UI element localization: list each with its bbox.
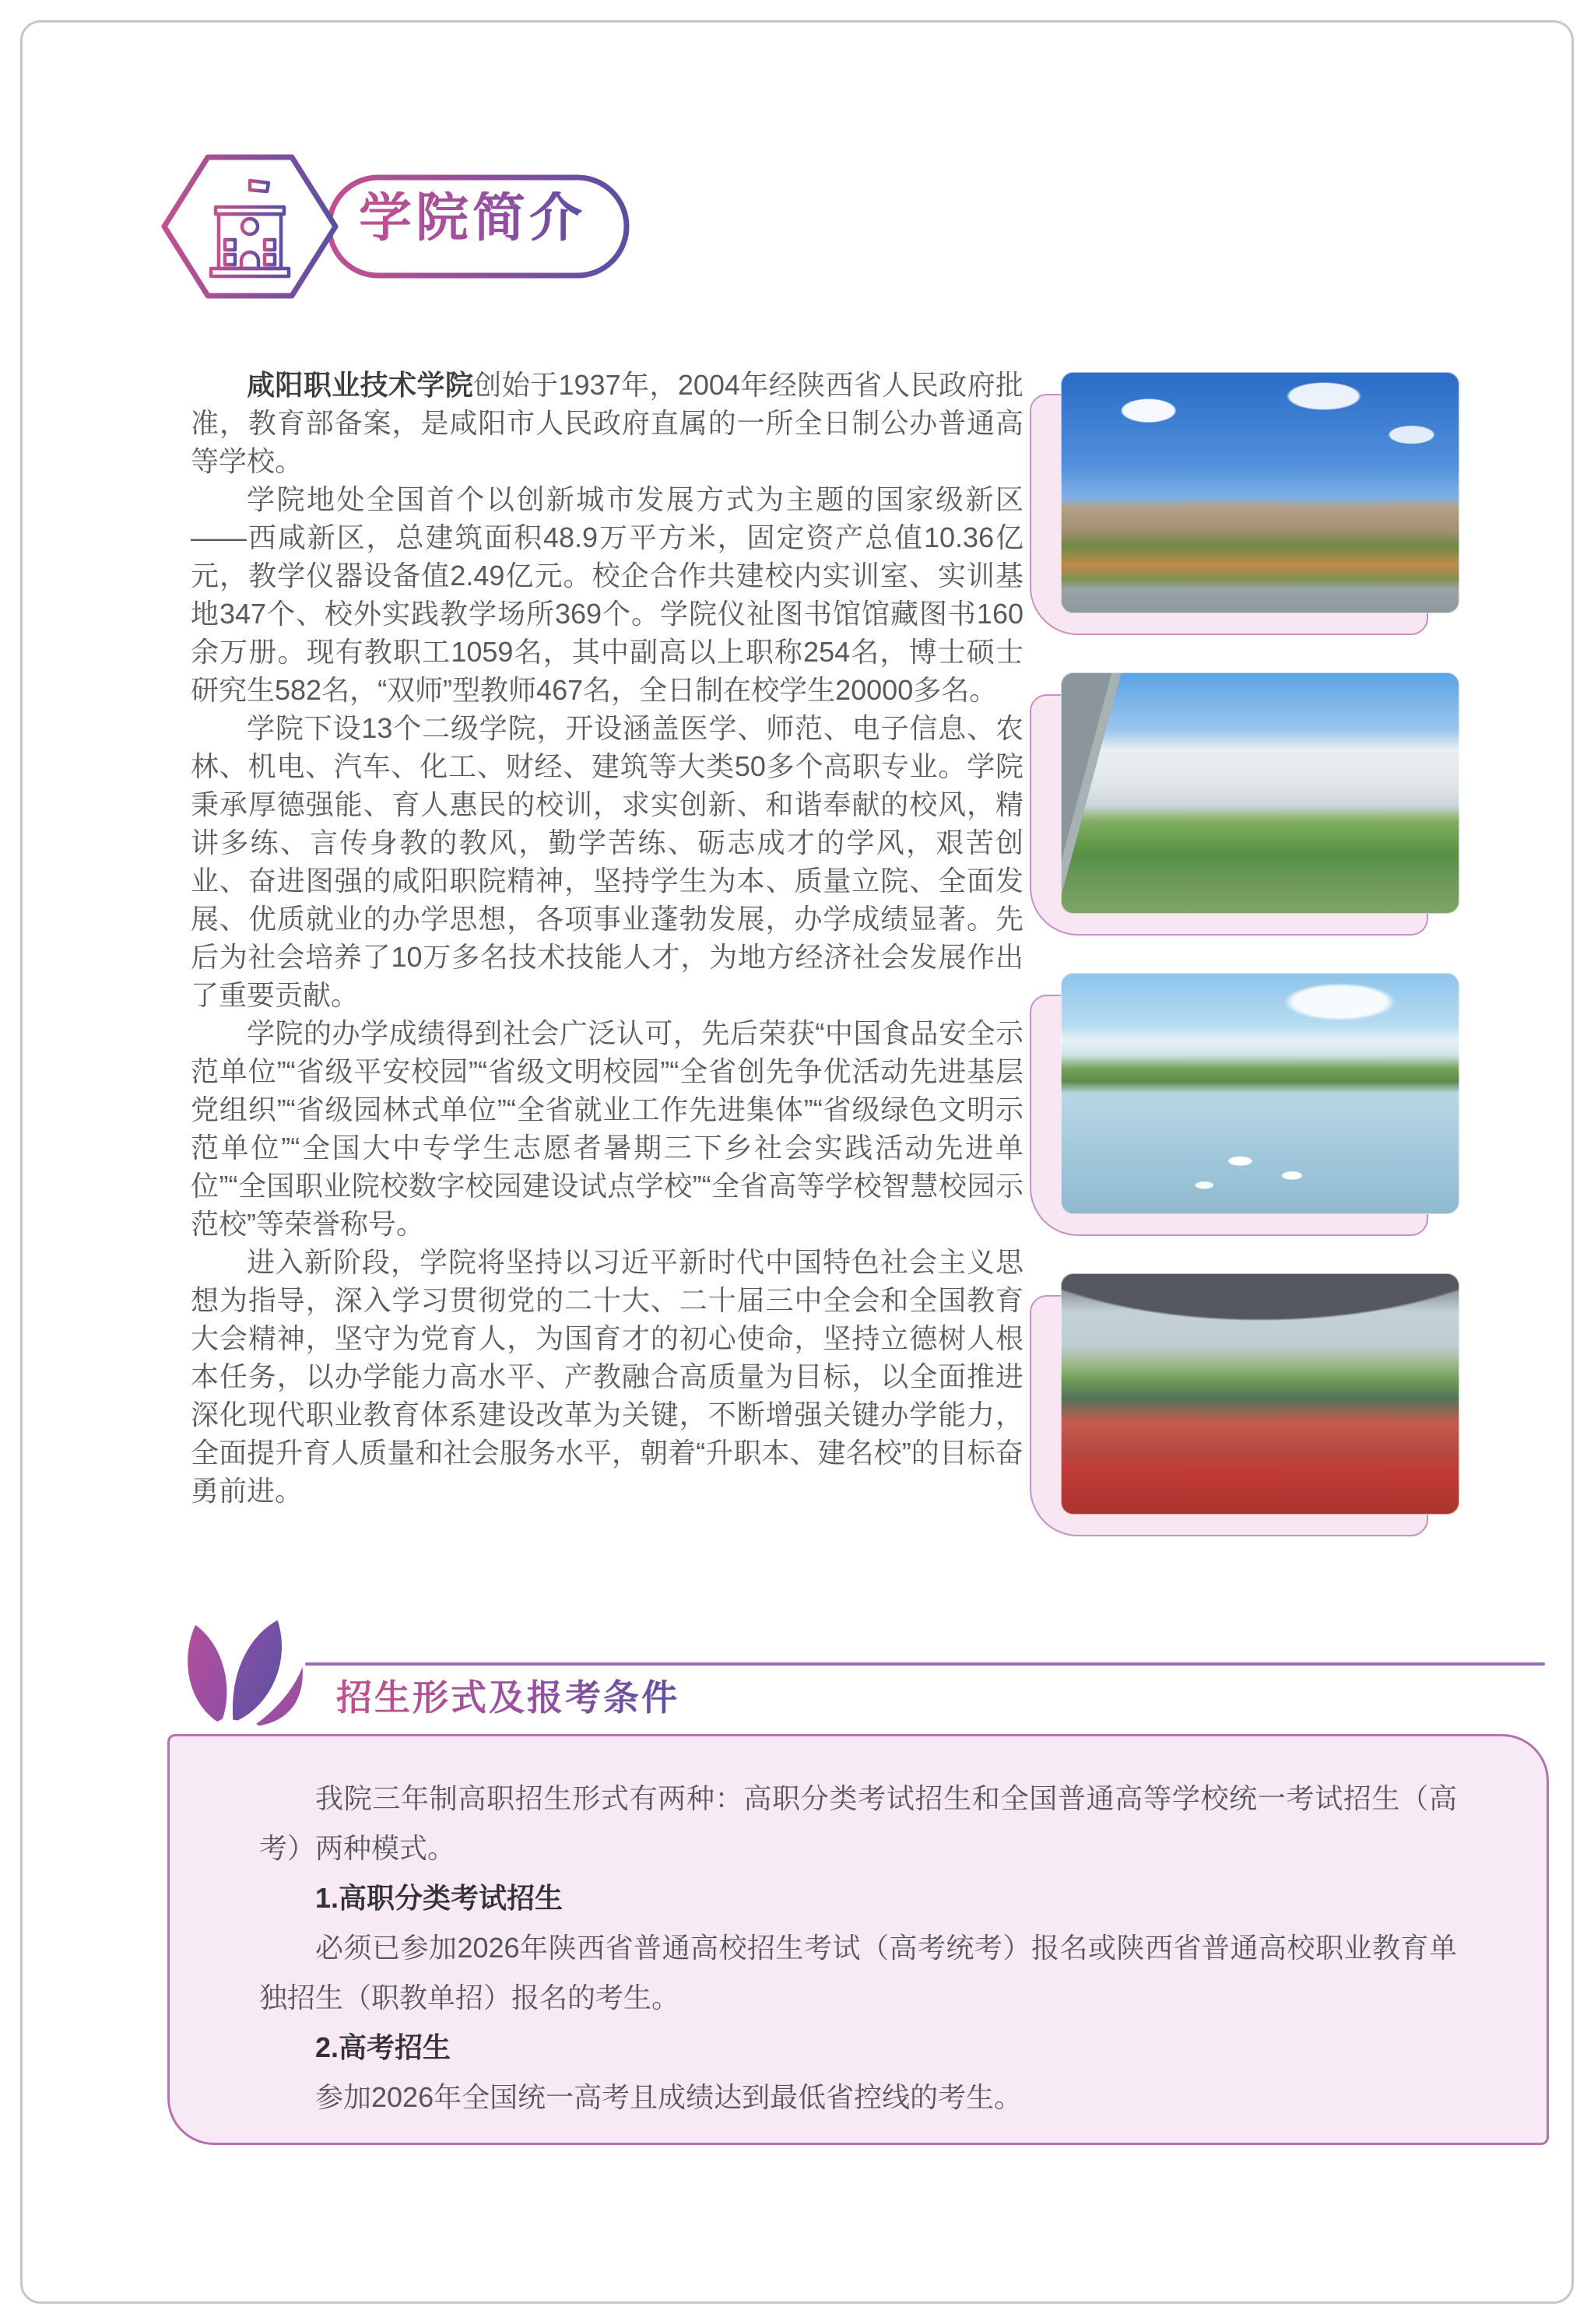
sports-field-ceremony-photo [1061, 1273, 1459, 1515]
admissions-item2-label: 2.高考招生 [315, 2031, 451, 2063]
section2-divider-line [305, 1662, 1545, 1666]
admissions-item1-text: 必须已参加2026年陕西省普通高校招生考试（高考统考）报名或陕西省普通高校职业教育单独招生（职教单招）报名的考生。 [259, 1932, 1457, 2013]
intro-paragraph-3: 学院下设13个二级学院，开设涵盖医学、师范、电子信息、农林、机电、汽车、化工、财经、建筑等大类50多个高职专业。学院秉承厚德强能、育人惠民的校训，求实创新、和谐奉献的校风，精讲多练、言传身教的教风，勤学苦练、砺志成才的学风，艰苦创业、奋进图强的咸阳职院精神，坚持学生为本、质量立院、全面发展、优质就业的办学思想，各项事业蓬勃发展，办学成绩显著。先后为社会培养了10万多名技术技能人才，为地方经济社会发展作出了重要贡献。 [191, 712, 1023, 1011]
intro-paragraph-4: 学院的办学成绩得到社会广泛认可，先后荣获“中国食品安全示范单位”“省级平安校园”“省级文明校园”“全省创先争优活动先进基层党组织”“省级园林式单位”“全省就业工作先进集体”“省级绿色文明示范单位”“全国大中专学生志愿者暑期三下乡社会实践活动先进单位”“全国职业院校数字校园建设试点学校”“全省高等学校智慧校园示范校”等荣誉称号。 [191, 1017, 1023, 1240]
section1-title: 学院简介 [356, 191, 589, 244]
intro-paragraph-1-text: 创始于1937年，2004年经陕西省人民政府批准，教育部备案，是咸阳市人民政府直属的一所全日制公办普通高等学校。 [191, 369, 1023, 477]
admissions-intro: 我院三年制高职招生形式有两种：高职分类考试招生和全国普通高等学校统一考试招生（高考）两种模式。 [259, 1782, 1457, 1864]
photo-column [1061, 372, 1459, 1515]
aerial-dormitory-buildings-photo [1061, 672, 1459, 914]
photo-frame [1061, 1273, 1459, 1515]
photo-frame [1061, 973, 1459, 1214]
intro-paragraph-2: 学院地处全国首个以创新城市发展方式为主题的国家级新区——西咸新区，总建筑面积48.9万平方米，固定资产总值10.36亿元，教学仪器设备值2.49亿元。校企合作共建校内实训室、实训基地347个、校外实践教学场所369个。学院仪祉图书馆馆藏图书160余万册。现有教职工1059名，其中副高以上职称254名，博士硕士研究生582名，“双师”型教师467名，全日制在校学生20000多名。 [191, 483, 1023, 706]
admissions-box [167, 1734, 1549, 2145]
intro-paragraph-5: 进入新阶段，学院将坚持以习近平新时代中国特色社会主义思想为指导，深入学习贯彻党的二十大、二十届三中全会和全国教育大会精神，坚守为党育人，为国育才的初心使命，坚持立德树人根本任务，以办学能力高水平、产教融合高质量为目标，以全面推进深化现代职业教育体系建设改革为关键，不断增强关键办学能力，全面提升育人质量和社会服务水平，朝着“升职本、建名校”的目标奋勇前进。 [191, 1246, 1023, 1507]
section2-title: 招生形式及报考条件 [336, 1676, 679, 1719]
intro-text-block [191, 366, 1023, 1510]
intro-paragraph-1 [191, 366, 1023, 480]
lake-stadium-swans-photo [1061, 973, 1459, 1214]
admissions-item1-label: 1.高职分类考试招生 [315, 1882, 564, 1914]
admissions-item2-text: 参加2026年全国统一高考且成绩达到最低省控线的考生。 [315, 2081, 1023, 2113]
college-name: 咸阳职业技术学院 [247, 369, 474, 401]
campus-main-building-photo [1061, 372, 1459, 613]
photo-frame [1061, 372, 1459, 613]
section1-header [160, 146, 642, 308]
petals-icon [173, 1613, 309, 1729]
photo-frame [1061, 672, 1459, 914]
